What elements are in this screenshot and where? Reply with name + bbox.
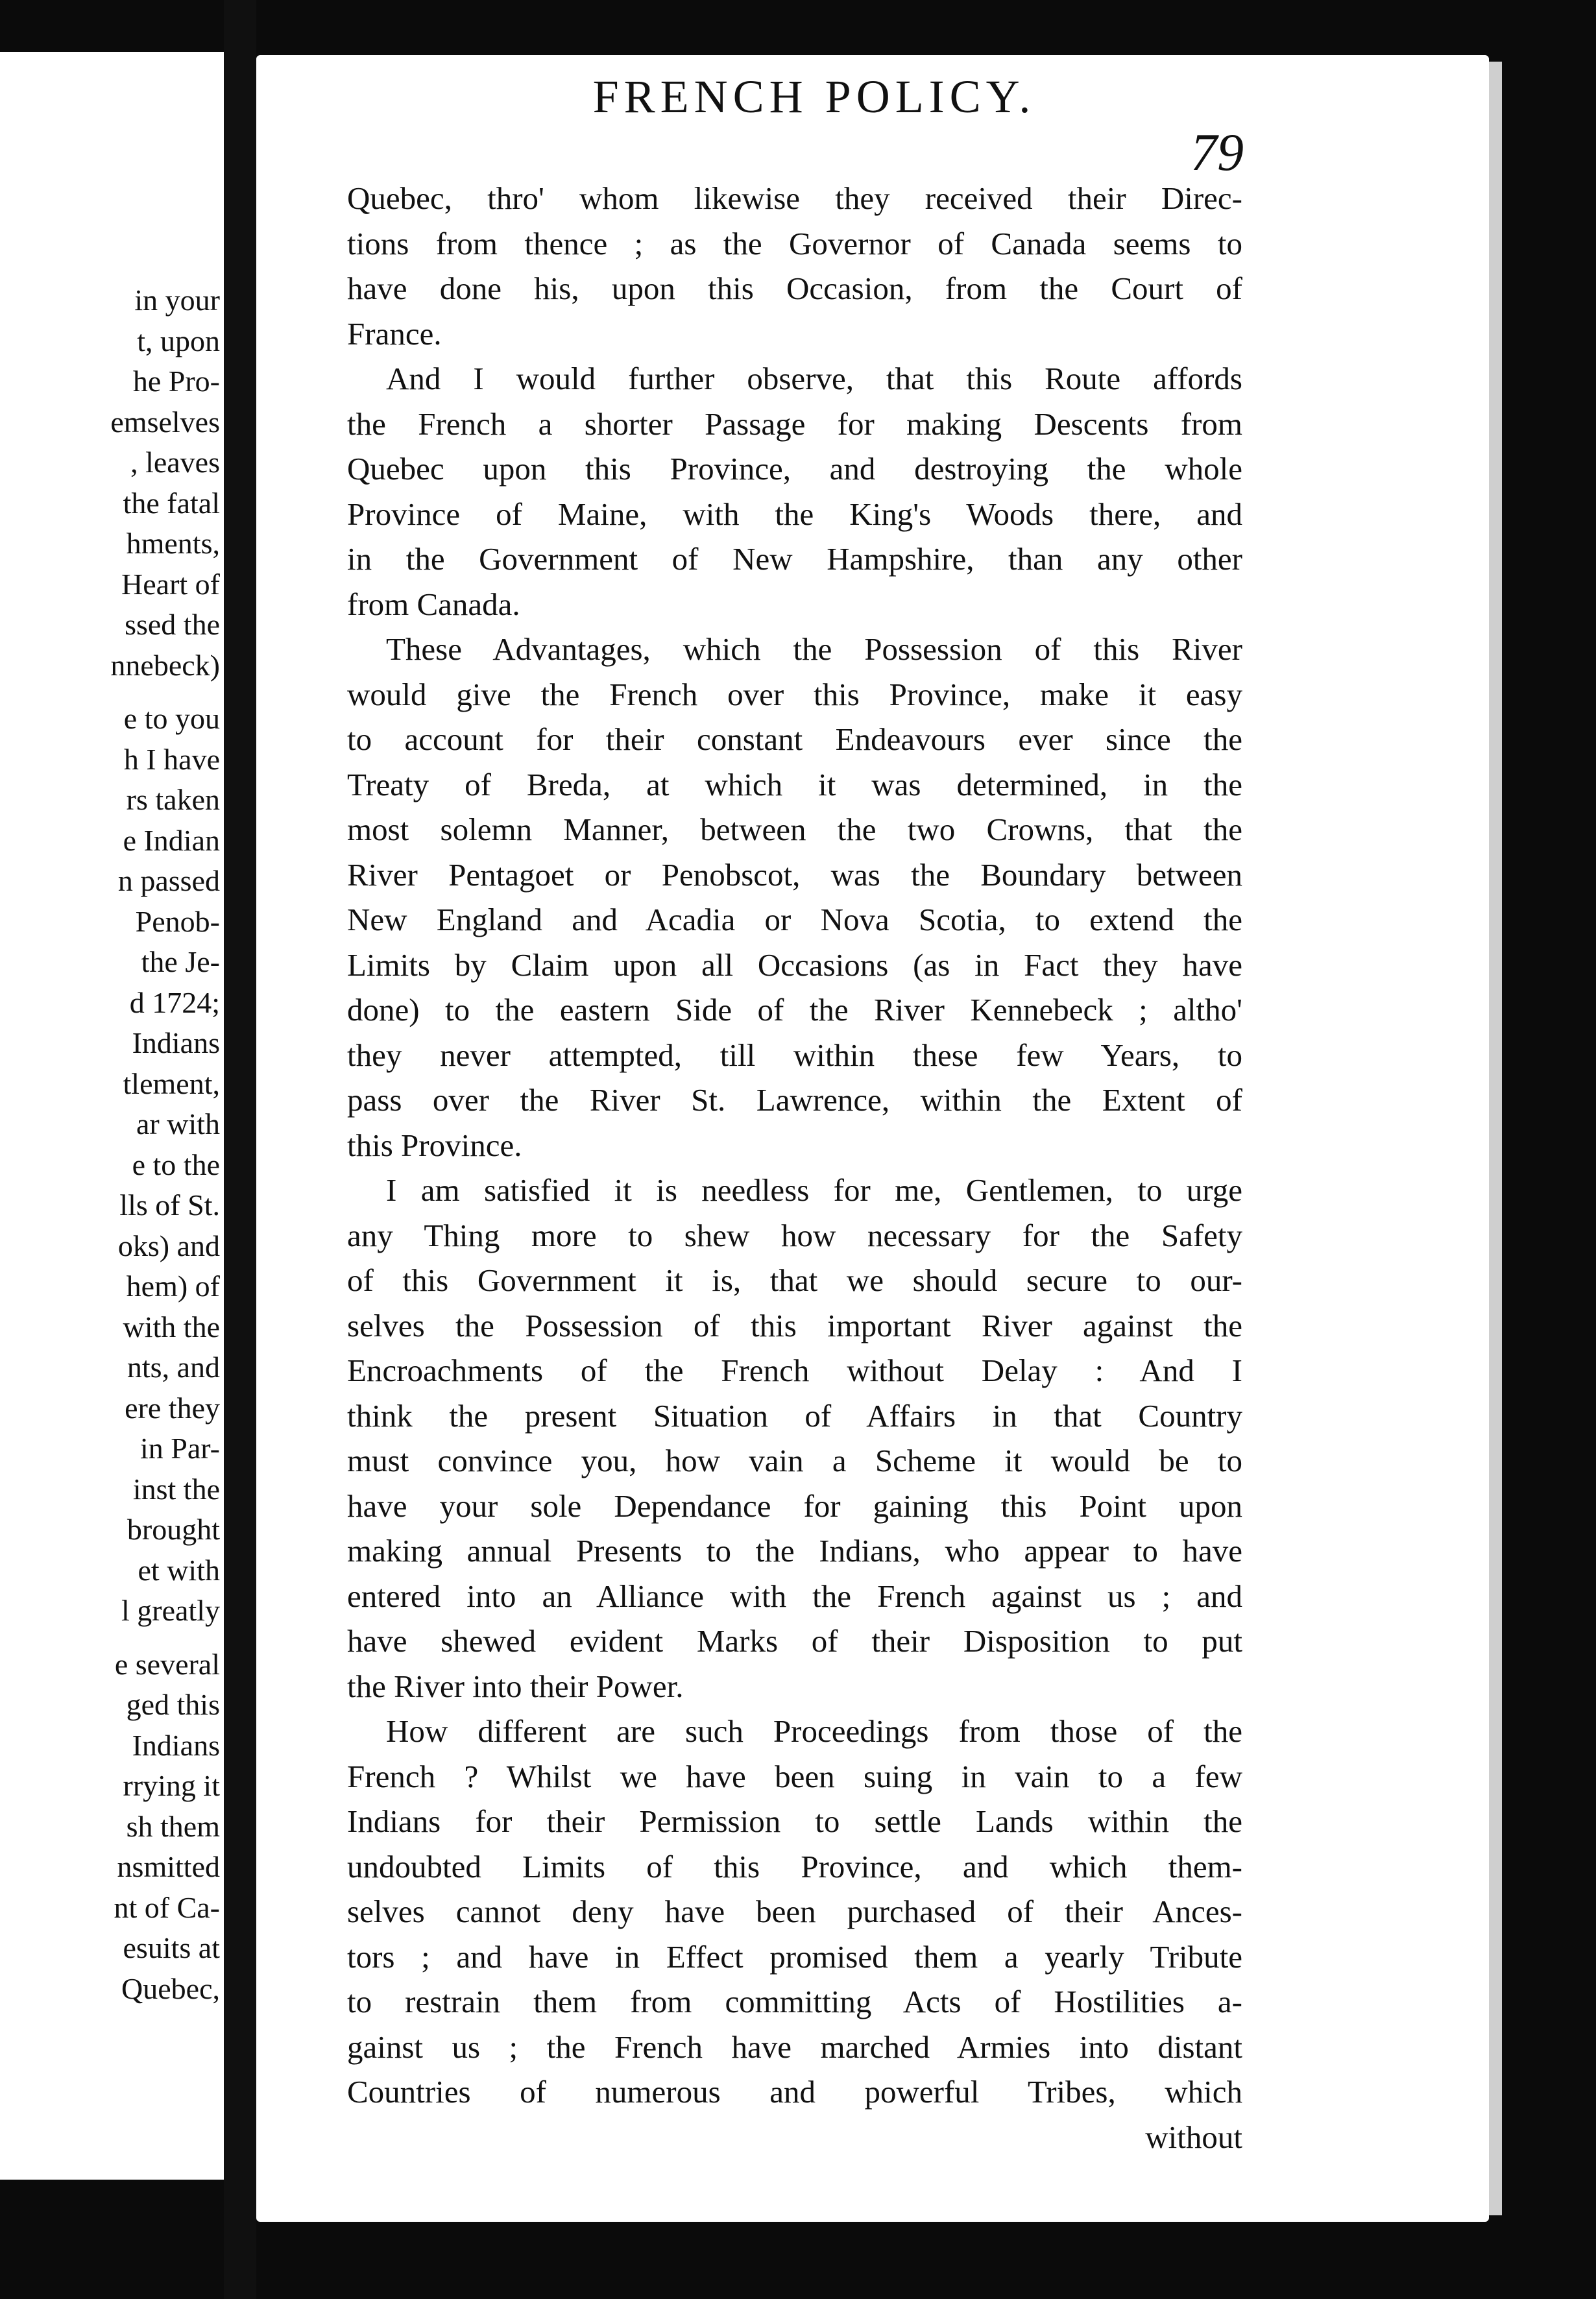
text-line: making annual Presents to the Indians, who appear to have [347,1533,1242,1569]
text-line: Countries of numerous and powerful Tribes, which [347,2074,1242,2110]
text-line: Province of Maine, with the King's Woods there, and [347,496,1242,532]
text-line: this Province. [347,1127,522,1163]
fragment-line: nsmitted [117,1850,220,1883]
text-line: any Thing more to shew how necessary for the Safety [347,1217,1242,1253]
text-line: And I would further observe, that this Route affords [386,361,1242,396]
book-gutter [224,0,256,2299]
fragment-line: inst the [132,1472,220,1506]
fragment-line: e to the [132,1148,220,1181]
fragment-line: emselves [110,405,220,439]
text-line: Indians for their Permission to settle Lands within the [347,1803,1242,1839]
fragment-line: h I have [123,742,220,776]
text-line: gainst us ; the French have marched Armies into distant [347,2028,1242,2065]
text-line: entered into an Alliance with the French against us ; and [347,1578,1242,1614]
fragment-line: he Pro- [132,365,220,398]
text-line: I am satisfied it is needless for me, Gentlemen, to urge [386,1172,1242,1208]
text-line: the French a shorter Passage for making Descents from [347,405,1242,442]
text-line: have shewed evident Marks of their Disposition to put [347,1623,1242,1659]
fragment-line: tlement, [123,1066,220,1100]
text-line: France. [347,315,442,352]
fragment-line: et with [138,1553,220,1587]
text-line: tors ; and have in Effect promised them a yearly Tribute [347,1938,1242,1975]
text-line: have done his, upon this Occasion, from the Court of [347,271,1242,306]
fragment-line: e to you [123,702,220,735]
text-line: in the Government of New Hampshire, than any other [347,541,1242,577]
text-line: How different are such Proceedings from those of the [386,1713,1242,1749]
fragment-line: the fatal [123,486,220,520]
text-line: have your sole Dependance for gaining this Point upon [347,1487,1242,1524]
page-number: 79 [1191,123,1244,182]
fragment-line: n passed [117,864,220,897]
text-line: think the present Situation of Affairs in that Country [347,1397,1242,1434]
text-line: they never attempted, till within these few Years, to [347,1037,1242,1073]
text-line: pass over the River St. Lawrence, within the Extent of [347,1082,1242,1118]
text-line: of this Government it is, that we should secure to our- [347,1262,1242,1298]
text-line: from Canada. [347,586,520,622]
fragment-line: l greatly [121,1594,220,1627]
page-edge [1489,62,1502,2215]
fragment-line: nnebeck) [110,648,220,682]
text-line: French ? Whilst we have been suing in vain to a few [347,1758,1242,1794]
text-line: Quebec upon this Province, and destroying the whole [347,451,1242,487]
text-line: done) to the eastern Side of the River Kennebeck ; altho' [347,992,1242,1028]
text-line: River Pentagoet or Penobscot, was the Boundary between [347,856,1242,893]
text-line: selves the Possession of this important River against the [347,1307,1242,1343]
text-line: tions from thence ; as the Governor of Canada seems to [347,225,1242,261]
fragment-line: the Je- [141,945,220,978]
fragment-line: hem) of [126,1270,220,1303]
text-line: Limits by Claim upon all Occasions (as in Fact they have [347,946,1242,983]
fragment-line: ssed the [125,608,220,641]
fragment-line: Penob- [135,904,220,938]
fragment-line: rrying it [123,1769,220,1802]
text-line: These Advantages, which the Possession of this River [386,631,1242,667]
text-line: to account for their constant Endeavours ever since the [347,721,1242,757]
fragment-line: ere they [125,1391,220,1425]
text-line: undoubted Limits of this Province, and which them- [347,1848,1242,1884]
fragment-line: esuits at [123,1931,220,1964]
fragment-line: hments, [126,527,220,560]
fragment-line: Quebec, [121,1971,220,2005]
fragment-line: ged this [126,1688,220,1721]
fragment-line: in your [134,283,220,317]
fragment-line: oks) and [117,1229,220,1262]
text-line: the River into their Power. [347,1668,684,1704]
fragment-line: lls of St. [119,1188,220,1222]
fragment-line: nt of Ca- [114,1890,220,1924]
running-head: FRENCH POLICY. [592,71,1036,123]
text-line: New England and Acadia or Nova Scotia, to extend the [347,902,1242,937]
fragment-line: t, upon [137,324,220,357]
fragment-line: Indians [132,1728,220,1762]
fragment-line: d 1724; [129,985,220,1019]
text-line: most solemn Manner, between the two Crowns, that the [347,812,1242,847]
text-line: would give the French over this Province, make it easy [347,676,1242,712]
text-line: selves cannot deny have been purchased of their Ances- [347,1894,1242,1929]
text-line: without [1145,2119,1242,2155]
fragment-line: e Indian [123,823,220,857]
text-line: Quebec, thro' whom likewise they received their Direc- [347,180,1242,216]
fragment-line: ar with [136,1107,220,1140]
fragment-line: e several [114,1647,220,1681]
fragment-line: nts, and [127,1351,220,1384]
fragment-line: in Par- [140,1432,220,1465]
fragment-line: , leaves [130,446,220,479]
text-line: to restrain them from committing Acts of Hostilities a- [347,1984,1242,2019]
fragment-line: rs taken [126,783,220,816]
previous-page-fragment [0,52,229,2180]
text-line: must convince you, how vain a Scheme it would be to [347,1443,1242,1478]
fragment-line: Indians [132,1026,220,1059]
text-line: Encroachments of the French without Delay : And I [347,1353,1242,1388]
fragment-line: sh them [126,1809,220,1843]
fragment-line: with the [123,1310,220,1343]
fragment-line: brought [127,1513,220,1546]
text-line: Treaty of Breda, at which it was determined, in the [347,766,1242,802]
fragment-line: Heart of [121,567,220,601]
